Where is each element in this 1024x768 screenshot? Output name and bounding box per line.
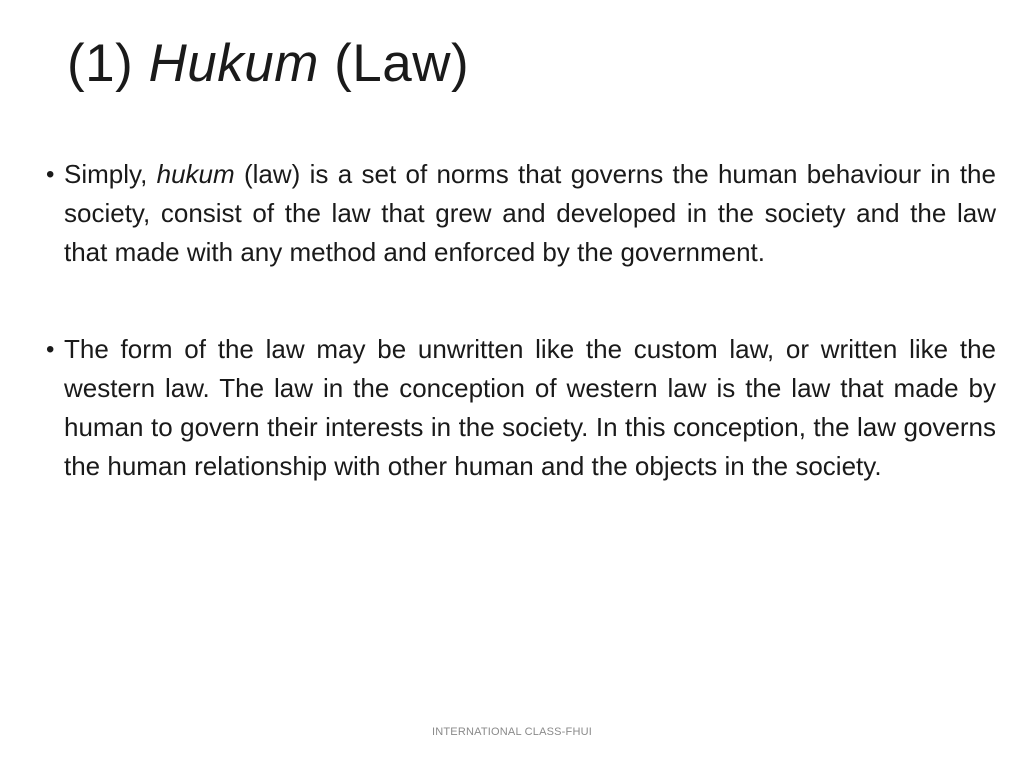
- bullet-body: (law) is a set of norms that governs the human behaviour in the society, consist of the law that grew and developed in the society and the law that made with any method and enforced by the government.: [64, 159, 996, 267]
- title-term: Hukum: [148, 34, 319, 93]
- bullet-item-definition: [46, 155, 996, 272]
- bullet-text-form: The form of the law may be unwritten like the custom law, or written like the western law. The law in the conception of western law is the law that made by human to govern their interests in the society. In this conception, the law governs the human relationship with other human and the objects in the society.: [64, 334, 996, 481]
- title-translation: (Law): [334, 34, 470, 93]
- bullet-list: [46, 155, 996, 544]
- title-number: (1): [67, 34, 134, 93]
- bullet-text-definition: [64, 155, 996, 272]
- slide-footer: INTERNATIONAL CLASS-FHUI: [431, 726, 593, 738]
- bullet-marker: •: [46, 161, 55, 188]
- bullet-lead: Simply,: [64, 159, 148, 189]
- bullet-item-form: [46, 330, 996, 486]
- slide-title: [67, 34, 469, 95]
- bullet-marker: •: [46, 336, 55, 363]
- bullet-term: hukum: [156, 159, 235, 189]
